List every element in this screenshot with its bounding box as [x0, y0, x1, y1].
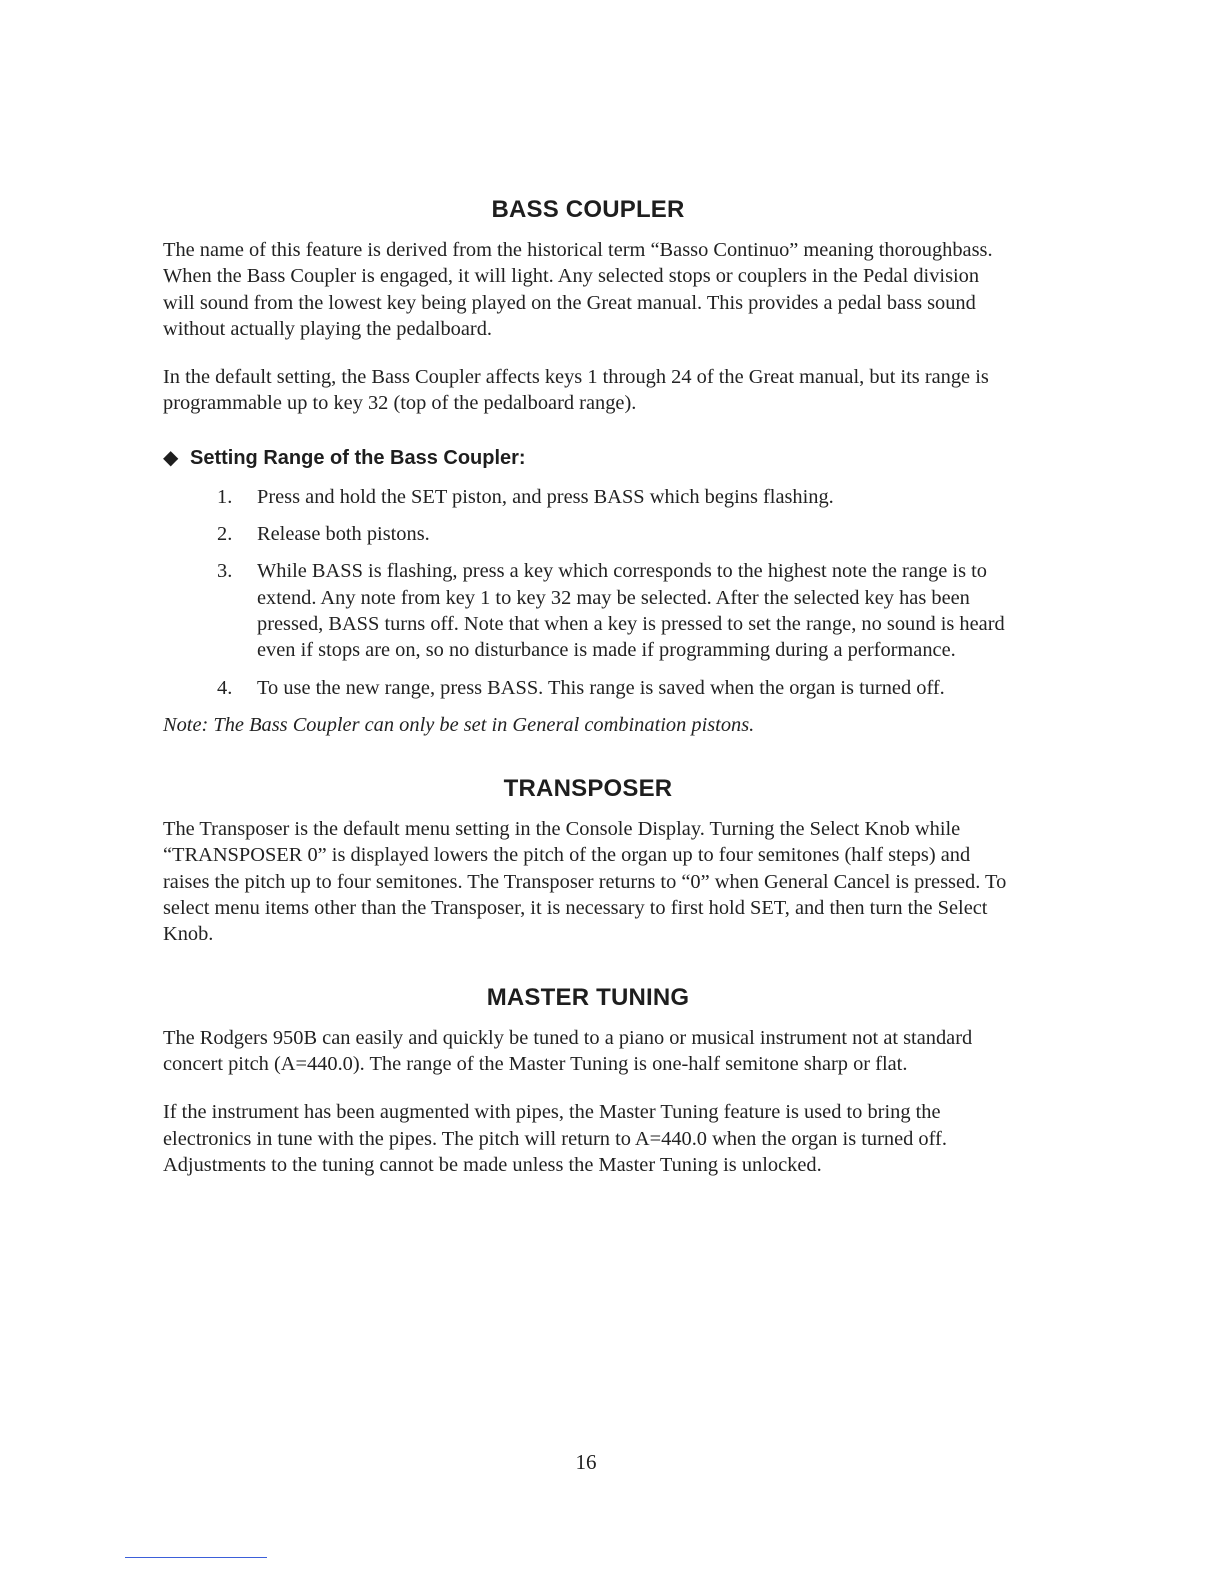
page-number: 16	[575, 1450, 597, 1474]
bass-coupler-intro-paragraph: The name of this feature is derived from the historical term “Basso Continuo” meaning thoroughbass. When the Bass Coupler is engaged, it will light. Any selected stops or couplers in the Pedal division will sound from the lowest key being played on the Great manual. This provides a pedal bass sound without actually playing the pedalboard.	[163, 239, 993, 340]
transposer-paragraph: The Transposer is the default menu setting in the Console Display. Turning the Select Knob while “TRANSPOSER 0” is displayed lowers the pitch of the organ up to four semitones (half steps) and raises the pitch up to four semitones. The Transposer returns to “0” when General Cancel is pressed. To select menu items other than the Transposer, it is necessary to first hold SET, and then turn the Select Knob.	[163, 818, 1007, 946]
step-number: 3.	[217, 560, 233, 583]
bass-coupler-heading: BASS COUPLER	[491, 196, 685, 223]
setting-range-steps	[163, 484, 1013, 701]
bass-coupler-section	[163, 196, 1013, 738]
bass-coupler-note: Note: The Bass Coupler can only be set in General combination pistons.	[163, 713, 755, 736]
step-number: 4.	[217, 676, 233, 699]
setting-range-subheading	[163, 446, 1013, 470]
step-text: Press and hold the SET piston, and press BASS which begins flashing.	[257, 485, 834, 508]
step-text: While BASS is flashing, press a key which corresponds to the highest note the range is to extend. Any note from key 1 to key 32 may be selected. After the selected key has been pressed, BASS turns off. Note that when a key is pressed to set the range, no sound is heard even if stops are on, so no disturbance is made if programming during a performance.	[257, 560, 1005, 662]
setting-range-subheading-text: Setting Range of the Bass Coupler:	[190, 446, 526, 469]
step-item	[163, 484, 1013, 510]
bass-coupler-range-paragraph: In the default setting, the Bass Coupler affects keys 1 through 24 of the Great manual, but its range is programmable up to key 32 (top of the pedalboard range).	[163, 366, 989, 415]
footer-rule	[125, 1557, 267, 1558]
master-tuning-intro-paragraph: The Rodgers 950B can easily and quickly be tuned to a piano or musical instrument not at standard concert pitch (A=440.0). The range of the Master Tuning is one-half semitone sharp or flat.	[163, 1026, 973, 1075]
transposer-heading: TRANSPOSER	[503, 775, 673, 803]
step-item	[163, 521, 1013, 547]
step-text: To use the new range, press BASS. This range is saved when the organ is turned off.	[257, 676, 945, 699]
master-tuning-heading: MASTER TUNING	[486, 983, 690, 1011]
master-tuning-pipes-paragraph: If the instrument has been augmented with pipes, the Master Tuning feature is used to bring the electronics in tune with the pipes. The pitch will return to A=440.0 when the organ is turned off. Adjustments to the tuning cannot be made unless the Master Tuning is unlocked.	[163, 1101, 947, 1176]
step-number: 1.	[217, 485, 233, 508]
step-text: Release both pistons.	[257, 523, 430, 546]
transposer-section	[163, 775, 1013, 947]
step-number: 2.	[217, 523, 233, 546]
step-item	[163, 558, 1013, 663]
step-item	[163, 675, 1013, 701]
page-content	[163, 196, 1013, 1200]
master-tuning-section	[163, 984, 1013, 1178]
diamond-bullet-icon: ◆	[163, 446, 179, 469]
